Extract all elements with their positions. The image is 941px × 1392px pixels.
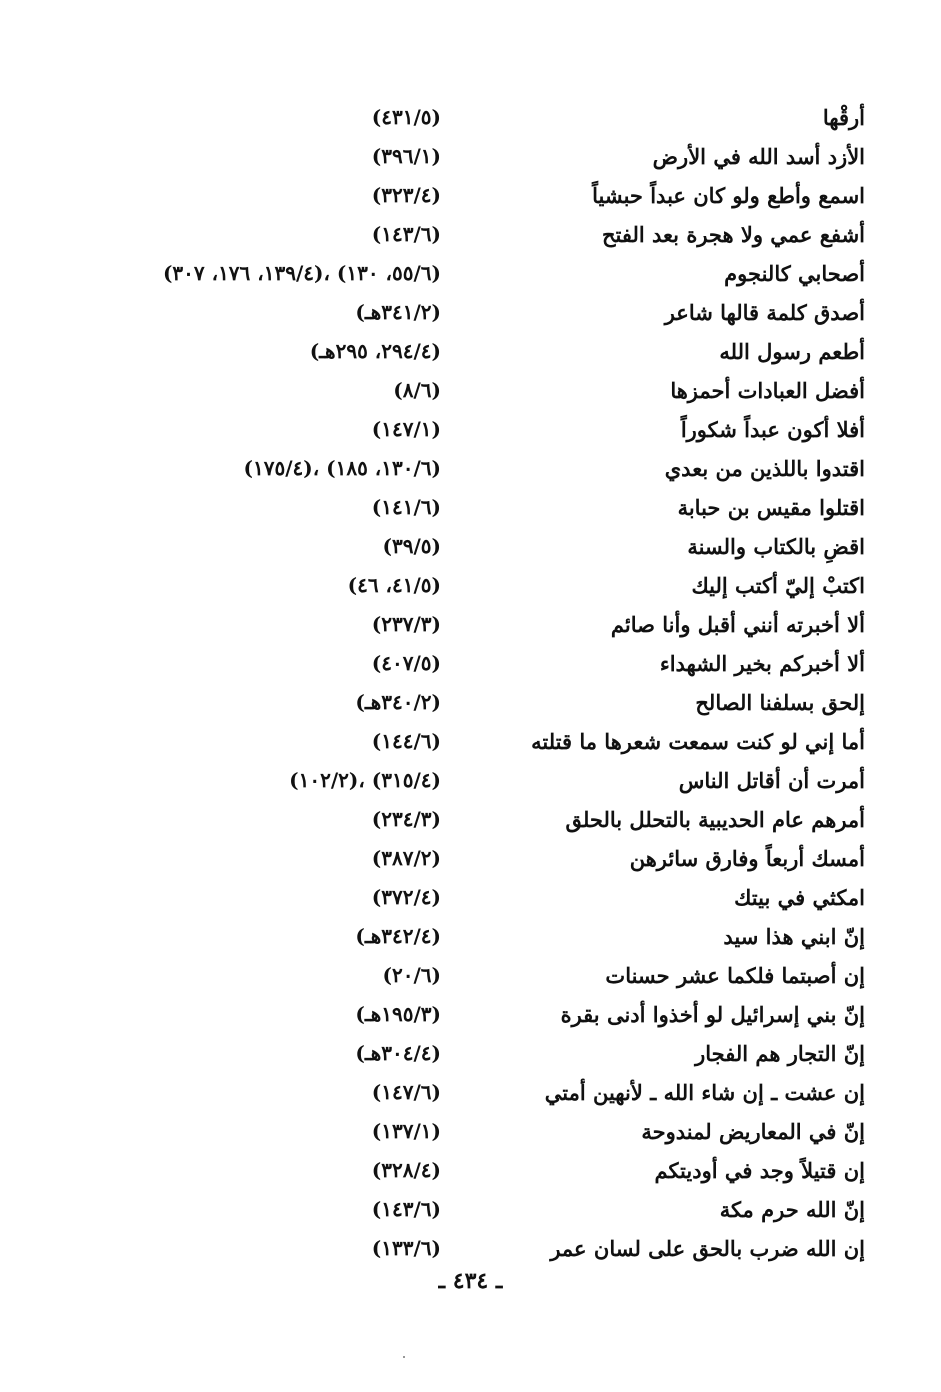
volume-page-reference: (١٤٤/٦) — [371, 729, 441, 753]
hadith-text: ألا أخبركم بخير الشهداء — [659, 651, 865, 676]
volume-page-reference: (١٣٩/٤، ١٧٦، ٣٠٧)، (٥٥/٦، ١٣٠) — [162, 261, 441, 285]
hadith-text: اسمع وأطع ولو كان عبداً حبشياً — [592, 183, 865, 208]
index-entry — [0, 137, 941, 176]
volume-page-reference: (٣٤٠/٢هـ) — [355, 690, 441, 714]
index-entry — [0, 1034, 941, 1073]
volume-page-reference: (٤٠٧/٥) — [371, 651, 441, 675]
index-entry — [0, 1229, 941, 1268]
hadith-text: إن أصبتما فلكما عشر حسنات — [605, 963, 865, 988]
hadith-text: الأزد أسد الله في الأرض — [652, 144, 865, 169]
hadith-text: إن الله ضرب بالحق على لسان عمر — [550, 1236, 865, 1261]
index-entry — [0, 254, 941, 293]
volume-page-reference: (٣٨٧/٢) — [371, 846, 441, 870]
hadith-text: ألا أخبرته أنني أقبل وأنا صائم — [610, 612, 865, 637]
index-entry — [0, 176, 941, 215]
volume-page-reference: (١٤٣/٦) — [371, 1197, 441, 1221]
hadith-text: إلحق بسلفنا الصالح — [695, 690, 865, 715]
hadith-text: أصحابي كالنجوم — [724, 261, 865, 286]
hadith-text: أمسك أربعاً وفارق سائرهن — [629, 846, 865, 871]
index-entry — [0, 878, 941, 917]
hadith-text: إن قتيلاً وجد في أوديتكم — [654, 1158, 865, 1183]
hadith-text: أصدق كلمة قالها شاعر — [664, 300, 865, 325]
volume-page-reference: (٣٤١/٢هـ) — [355, 300, 441, 324]
index-entry — [0, 488, 941, 527]
index-entry — [0, 839, 941, 878]
index-entry — [0, 800, 941, 839]
volume-page-reference: (٣٤٢/٤هـ) — [355, 924, 441, 948]
volume-page-reference: (١٤٧/١) — [371, 417, 441, 441]
hadith-text: اكتبْ إليّ أكتب إليك — [691, 573, 865, 598]
hadith-text: إنّ بني إسرائيل لو أخذوا أدنى بقرة — [560, 1002, 865, 1027]
hadith-text: إنّ التجار هم الفجار — [695, 1041, 865, 1066]
index-entry — [0, 566, 941, 605]
hadith-text: أما إني لو كنت سمعت شعرها ما قتلته — [531, 729, 865, 754]
index-entry — [0, 917, 941, 956]
volume-page-reference: (٣٩/٥) — [382, 534, 441, 558]
index-entry — [0, 293, 941, 332]
hadith-text: أشفع عمي ولا هجرة بعد الفتح — [601, 222, 865, 247]
volume-page-reference: (١٣٣/٦) — [371, 1236, 441, 1260]
hadith-text: إن عشت ـ إن شاء الله ـ لأنهين أمتي — [544, 1080, 865, 1105]
hadith-text: أرقْها — [822, 105, 865, 130]
hadith-text: اقتدوا باللذين من بعدي — [664, 456, 865, 481]
hadith-index-list — [0, 98, 941, 1298]
hadith-text: أمرت أن أقاتل الناس — [678, 768, 865, 793]
volume-page-reference: (٤١/٥، ٤٦) — [347, 573, 441, 597]
volume-page-reference: (٢٩٤/٤، ٢٩٥هـ) — [309, 339, 441, 363]
volume-page-reference: (١٣٧/١) — [371, 1119, 441, 1143]
volume-page-reference: (٣٢٣/٤) — [371, 183, 441, 207]
hadith-text: أفضل العبادات أحمزها — [670, 378, 865, 403]
volume-page-reference: (١٠٢/٢)، (٣١٥/٤) — [289, 768, 441, 792]
index-entry — [0, 644, 941, 683]
volume-page-reference: (٢٣٤/٣) — [371, 807, 441, 831]
hadith-text: إنّ ابني هذا سيد — [723, 924, 865, 949]
index-entry — [0, 1073, 941, 1112]
volume-page-reference: (٣٧٢/٤) — [371, 885, 441, 909]
index-entry — [0, 956, 941, 995]
volume-page-reference: (٣٩٦/١) — [371, 144, 441, 168]
index-entry — [0, 1190, 941, 1229]
index-entry — [0, 98, 941, 137]
volume-page-reference: (٣٢٨/٤) — [371, 1158, 441, 1182]
index-entry — [0, 1112, 941, 1151]
index-entry — [0, 995, 941, 1034]
index-entry — [0, 449, 941, 488]
hadith-text: إنّ الله حرم مكة — [719, 1197, 865, 1222]
index-entry — [0, 761, 941, 800]
volume-page-reference: (٨/٦) — [393, 378, 441, 402]
volume-page-reference: (١٤٧/٦) — [371, 1080, 441, 1104]
hadith-text: إنّ في المعاريض لمندوحة — [641, 1119, 865, 1144]
page-number: ـ ٤٣٤ ـ — [438, 1268, 503, 1294]
index-entry — [0, 410, 941, 449]
index-entry — [0, 371, 941, 410]
index-entry — [0, 527, 941, 566]
volume-page-reference: (٢٣٧/٣) — [371, 612, 441, 636]
hadith-text: اقضِ بالكتاب والسنة — [687, 534, 865, 559]
volume-page-reference: (١٩٥/٣هـ) — [355, 1002, 441, 1026]
hadith-text: أمرهم عام الحديبية بالتحلل بالحلق — [565, 807, 865, 832]
index-entry — [0, 683, 941, 722]
index-entry — [0, 1151, 941, 1190]
scan-speck — [403, 1356, 405, 1358]
hadith-text: اقتلوا مقيس بن حبابة — [677, 495, 865, 520]
volume-page-reference: (١٤١/٦) — [371, 495, 441, 519]
hadith-text: أفلا أكون عبداً شكوراً — [680, 417, 865, 442]
hadith-text: أطعم رسول الله — [719, 339, 865, 364]
volume-page-reference: (٣٠٤/٤هـ) — [355, 1041, 441, 1065]
index-entry — [0, 215, 941, 254]
volume-page-reference: (١٤٣/٦) — [371, 222, 441, 246]
volume-page-reference: (٢٠/٦) — [382, 963, 441, 987]
hadith-text: امكثي في بيتك — [734, 885, 865, 910]
index-entry — [0, 332, 941, 371]
index-entry — [0, 605, 941, 644]
index-entry — [0, 722, 941, 761]
volume-page-reference: (١٧٥/٤)، (١٣٠/٦، ١٨٥) — [243, 456, 441, 480]
volume-page-reference: (٤٣١/٥) — [371, 105, 441, 129]
